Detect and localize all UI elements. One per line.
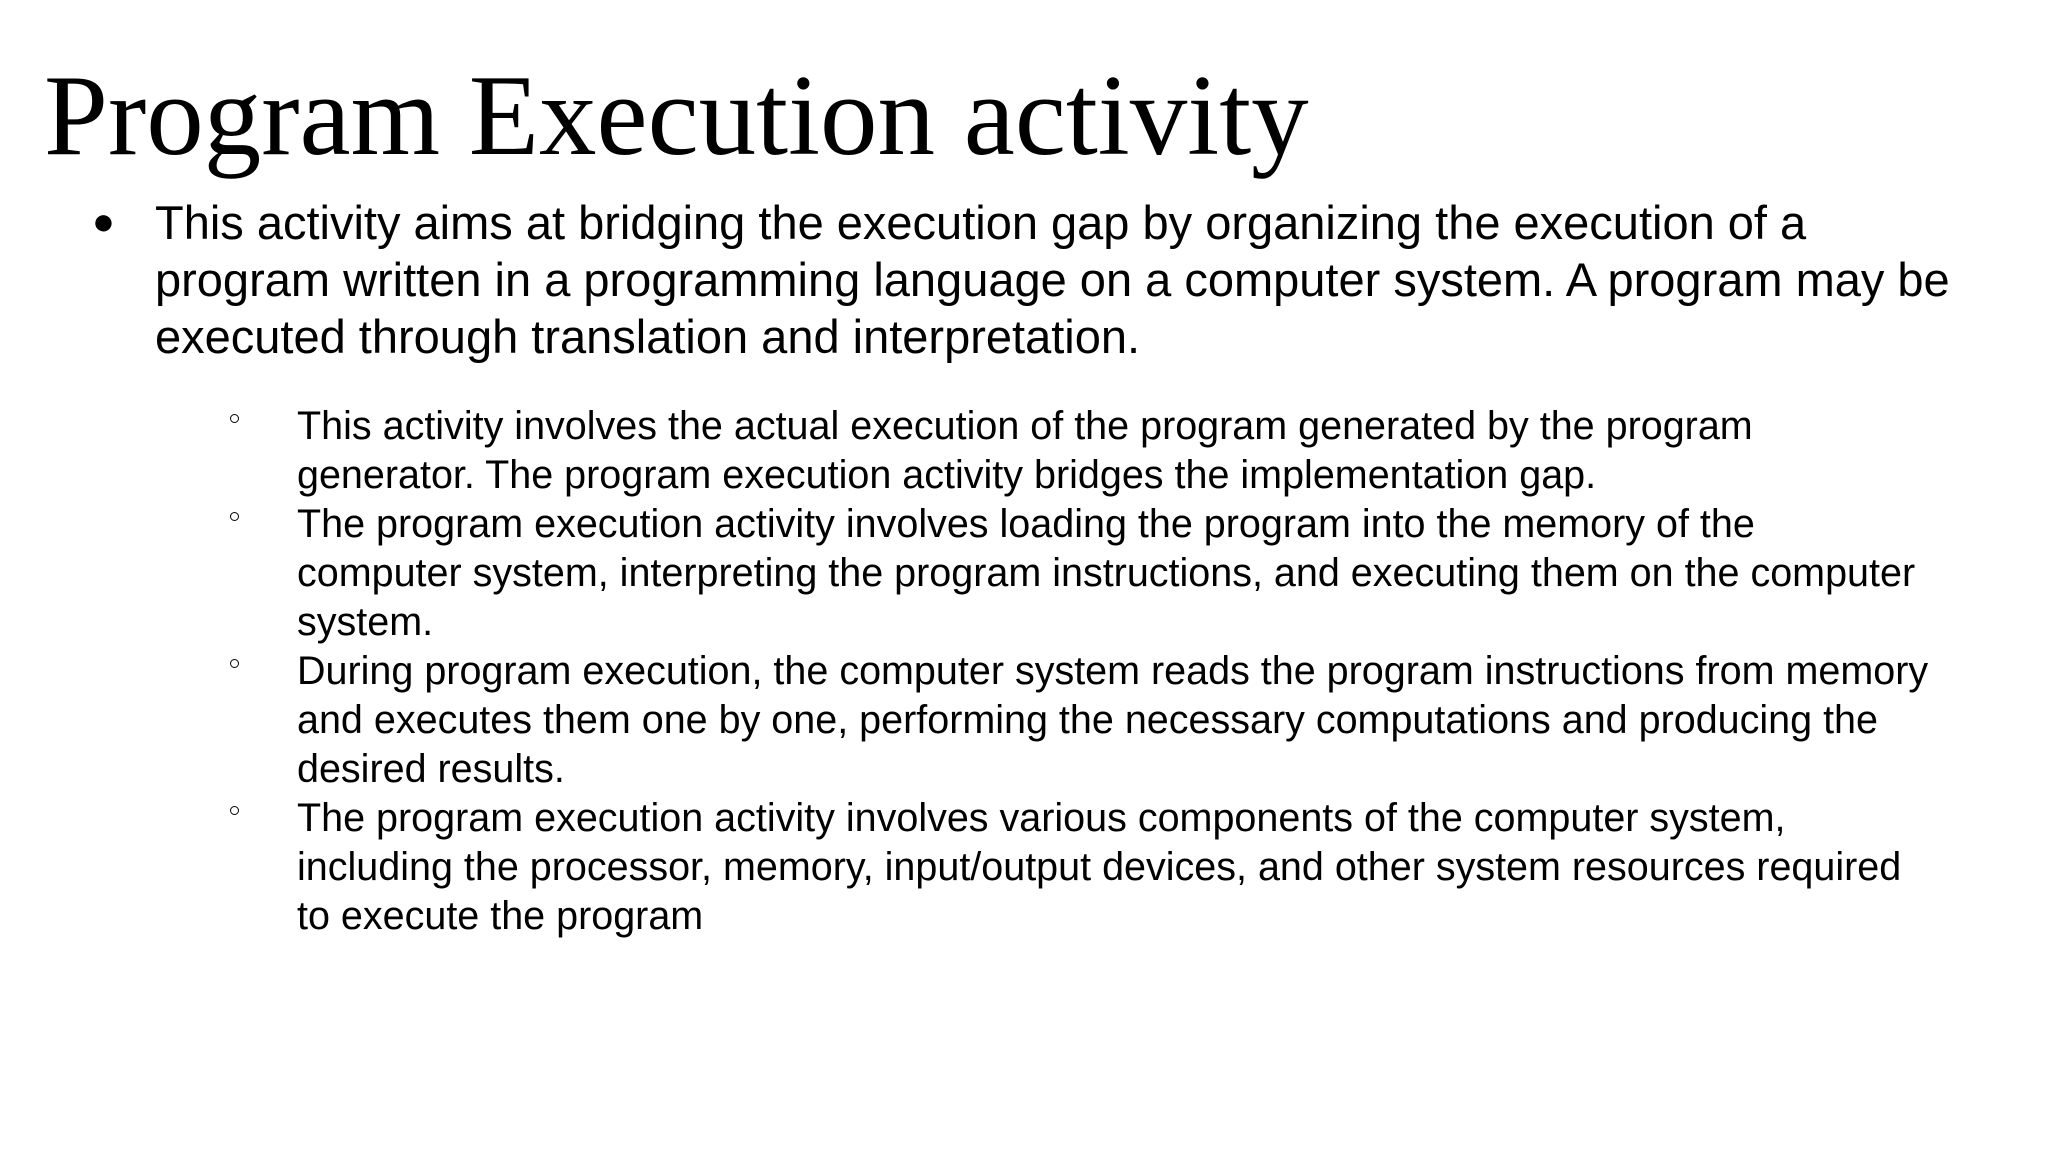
sub-bullet (230, 402, 1930, 500)
sub-bullet-text: The program execution activity involves loading the program into the memory of the computer system, interpreting the program instructions, and executing them on the computer system. (297, 502, 1916, 644)
sub-bullet-text: This activity involves the actual execution of the program generated by the program generator. The program execution activity bridges the implementation gap. (297, 404, 1753, 497)
hollow-circle-bullet-icon (230, 659, 239, 668)
sub-bullet-list (230, 402, 1930, 941)
sub-bullet-text: The program execution activity involves various components of the computer system, including the processor, memory, input/output devices, and other system resources required to execute the program (297, 796, 1902, 938)
sub-bullet-text: During program execution, the computer system reads the program instructions from memory and executes them one by one, performing the necessary computations and producing the desired results. (297, 649, 1929, 791)
bullet-dot-icon: ● (92, 201, 115, 243)
sub-bullet (230, 794, 1930, 941)
hollow-circle-bullet-icon (230, 806, 239, 815)
hollow-circle-bullet-icon (230, 512, 239, 521)
slide-title: Program Execution activity (44, 52, 1309, 179)
main-bullet-text: This activity aims at bridging the execution gap by organizing the execution of a program written in a programming language on a computer system. A program may be executed through translation and interpretation. (155, 196, 1950, 363)
sub-bullet (230, 500, 1930, 647)
sub-bullet (230, 647, 1930, 794)
main-bullet (92, 194, 1952, 365)
hollow-circle-bullet-icon (230, 414, 239, 423)
